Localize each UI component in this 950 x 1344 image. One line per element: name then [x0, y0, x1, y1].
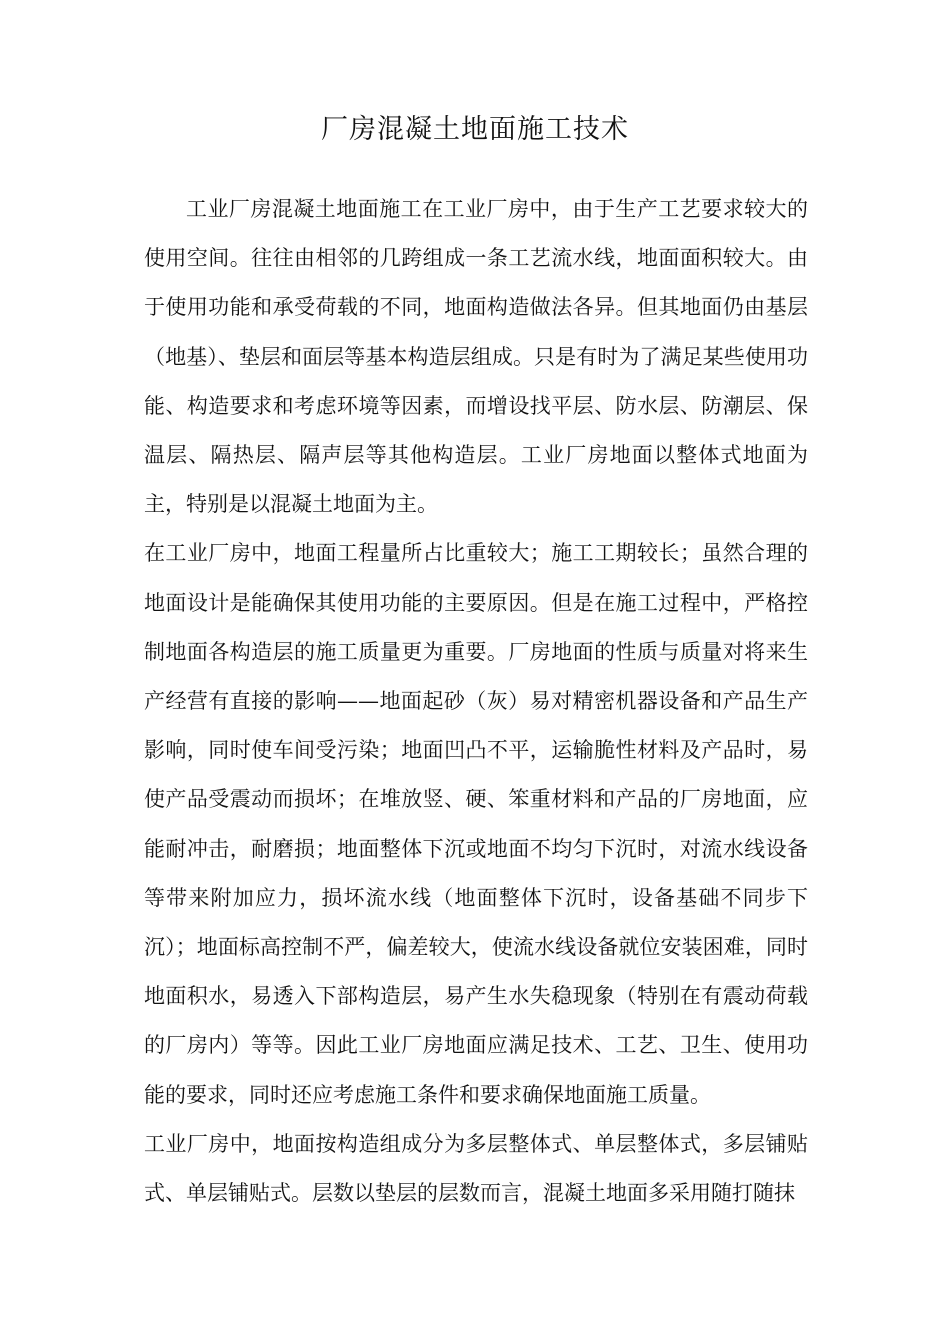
paragraph-2: 在工业厂房中，地面工程量所占比重较大；施工工期较长；虽然合理的地面设计是能确保其使用功能的主要原因。但是在施工过程中，严格控制地面各构造层的施工质量更为重要。厂房地面的性质与质量对将来生产经营有直接的影响——地面起砂（灰）易对精密机器设备和产品生产影响，同时使车间受污染；地面凹凸不平，运输脆性材料及产品时，易使产品受震动而损坏；在堆放竖、硬、笨重材料和产品的厂房地面，应能耐冲击，耐磨损；地面整体下沉或地面不均匀下沉时，对流水线设备等带来附加应力，损坏流水线（地面整体下沉时，设备基础不同步下沉）；地面标高控制不严，偏差较大，使流水线设备就位安装困难，同时地面积水，易透入下部构造层，易产生水失稳现象（特别在有震动荷载的厂房内）等等。因此工业厂房地面应满足技术、工艺、卫生、使用功能的要求，同时还应考虑施工条件和要求确保地面施工质量。	[144, 541, 808, 1107]
document-body	[144, 185, 808, 1218]
paragraph-3: 工业厂房中，地面按构造组成分为多层整体式、单层整体式，多层铺贴式、单层铺贴式。层数以垫层的层数而言，混凝土地面多采用随打随抹	[144, 1131, 808, 1206]
paragraph-1: 工业厂房混凝土地面施工在工业厂房中，由于生产工艺要求较大的使用空间。往往由相邻的几跨组成一条工艺流水线，地面面积较大。由于使用功能和承受荷载的不同，地面构造做法各异。但其地面仍由基层（地基）、垫层和面层等基本构造层组成。只是有时为了满足某些使用功能、构造要求和考虑环境等因素，而增设找平层、防水层、防潮层、保温层、隔热层、隔声层等其他构造层。工业厂房地面以整体式地面为主，特别是以混凝土地面为主。	[144, 197, 808, 517]
document-title: 厂房混凝土地面施工技术	[321, 114, 629, 145]
